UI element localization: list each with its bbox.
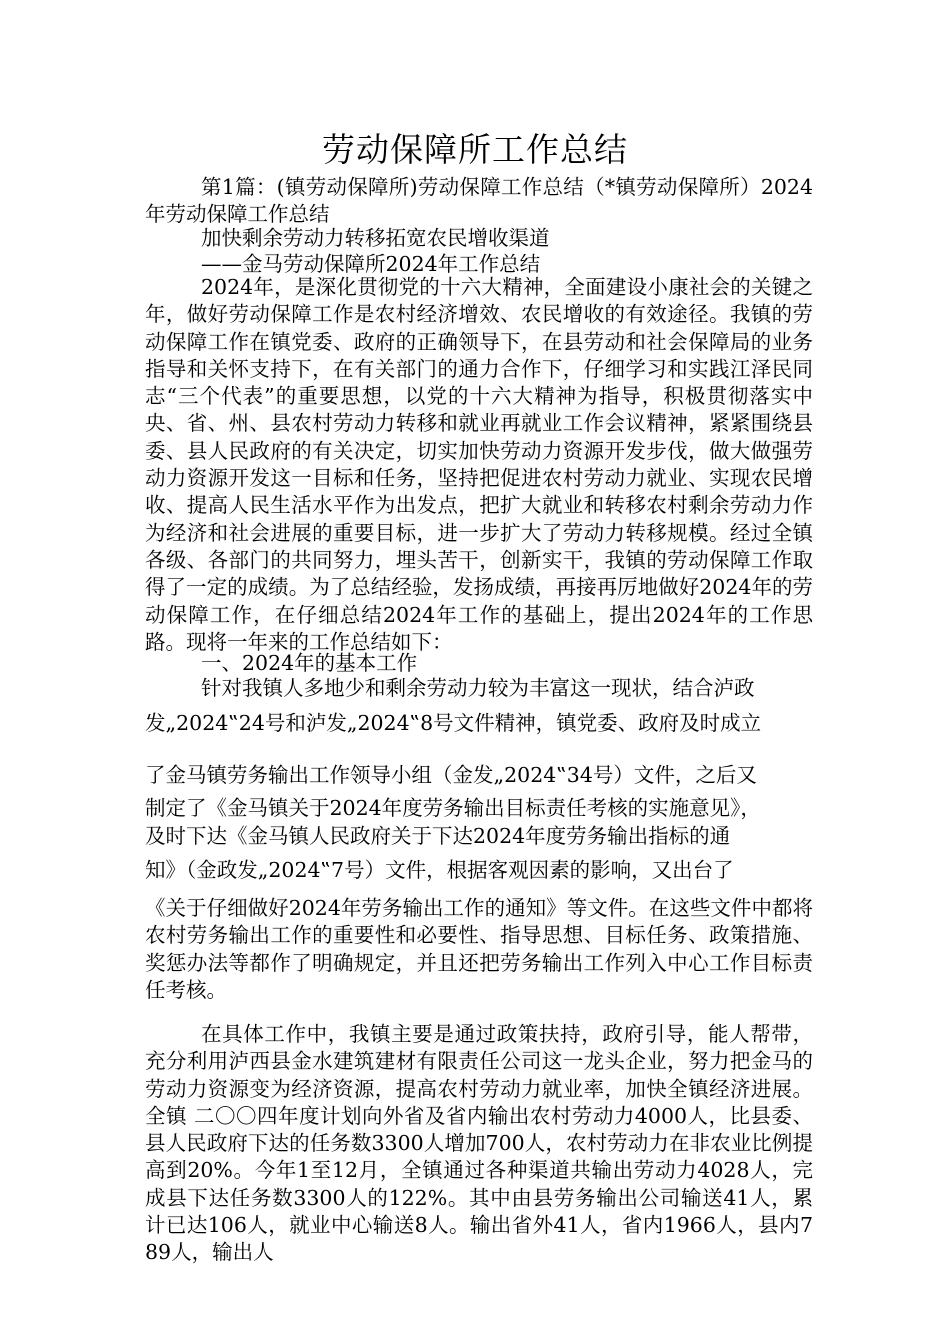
headline: 加快剩余劳动力转移拓宽农民增收渠道 (201, 226, 550, 250)
section-heading-1: 一、2024年的基本工作 (201, 651, 418, 675)
body-paragraph-2-line: 针对我镇人多地少和剩余劳动力较为丰富这一现状，结合泸政 (201, 676, 755, 700)
body-paragraph-2-rest: 《关于仔细做好2024年劳务输出工作的通知》等文件。在这些文件中都将农村劳务输出工作的重要性和必要性、指导思想、目标任务、政策措施、奖惩办法等都作了明确规定，并且还把劳务输出工作列入中心工作目标责任考核。 (145, 896, 813, 1002)
body-paragraph-2-line: 知》（金政发„2024‟7号）文件，根据客观因素的影响，又出台了 (145, 858, 734, 882)
subheadline: ——金马劳动保障所2024年工作总结 (201, 252, 541, 276)
body-paragraph-2-line: 发„2024‟24号和泸发„2024‟8号文件精神，镇党委、政府及时成立 (145, 711, 762, 735)
body-paragraph-2-line: 及时下达《金马镇人民政府关于下达2024年度劳务输出指标的通 (145, 824, 731, 848)
body-paragraph-2-line: 制定了《金马镇关于2024年度劳务输出目标责任考核的实施意见》， (145, 796, 761, 820)
document-title: 劳动保障所工作总结 (322, 130, 628, 169)
body-paragraph-2-line: 了金马镇劳务输出工作领导小组（金发„2024‟34号）文件，之后又 (145, 763, 757, 787)
intro-paragraph: 第1篇：(镇劳动保障所)劳动保障工作总结（*镇劳动保障所）2024年劳动保障工作总结 (145, 175, 813, 227)
body-paragraph-3: 在具体工作中，我镇主要是通过政策扶持，政府引导，能人帮带，充分利用泸西县金水建筑建材有限责任公司这一龙头企业，努力把金马的劳动力资源变为经济资源，提高农村劳动力就业率，加快全镇经济进展。全镇 二〇〇四年度计划向外省及省内输出农村劳动力4000人，比县委、县人民政府下达的任务数3300人增加700人，农村劳动力在非农业比例提高到20%。今年1至12月，全镇通过各种渠道共输出劳动力4028人，完成县下达任务数3300人的122%。其中由县劳务输出公司输送41人，累计已达106人，就业中心输送8人。输出省外41人，省内1966人，县内789人，输出人 (145, 1022, 813, 1265)
body-paragraph-1: 2024年，是深化贯彻党的十六大精神，全面建设小康社会的关键之年，做好劳动保障工作是农村经济增效、农民增收的有效途径。我镇的劳动保障工作在镇党委、政府的正确领导下，在县劳动和社会保障局的业务指导和关怀支持下，在有关部门的通力合作下，仔细学习和实践江泽民同志“三个代表”的重要思想，以党的十六大精神为指导，积极贯彻落实中央、省、州、县农村劳动力转移和就业再就业工作会议精神，紧紧围绕县委、县人民政府的有关决定，切实加快劳动力资源开发步伐，做大做强劳动力资源开发这一目标和任务，坚持把促进农村劳动力就业、实现农民增收、提高人民生活水平作为出发点，把扩大就业和转移农村剩余劳动力作为经济和社会进展的重要目标，进一步扩大了劳动力转移规模。经过全镇各级、各部门的共同努力，埋头苦干，创新实干，我镇的劳动保障工作取得了一定的成绩。为了总结经验，发扬成绩，再接再厉地做好2024年的劳动保障工作，在仔细总结2024年工作的基础上，提出2024年的工作思路。现将一年来的工作总结如下： (145, 275, 813, 654)
